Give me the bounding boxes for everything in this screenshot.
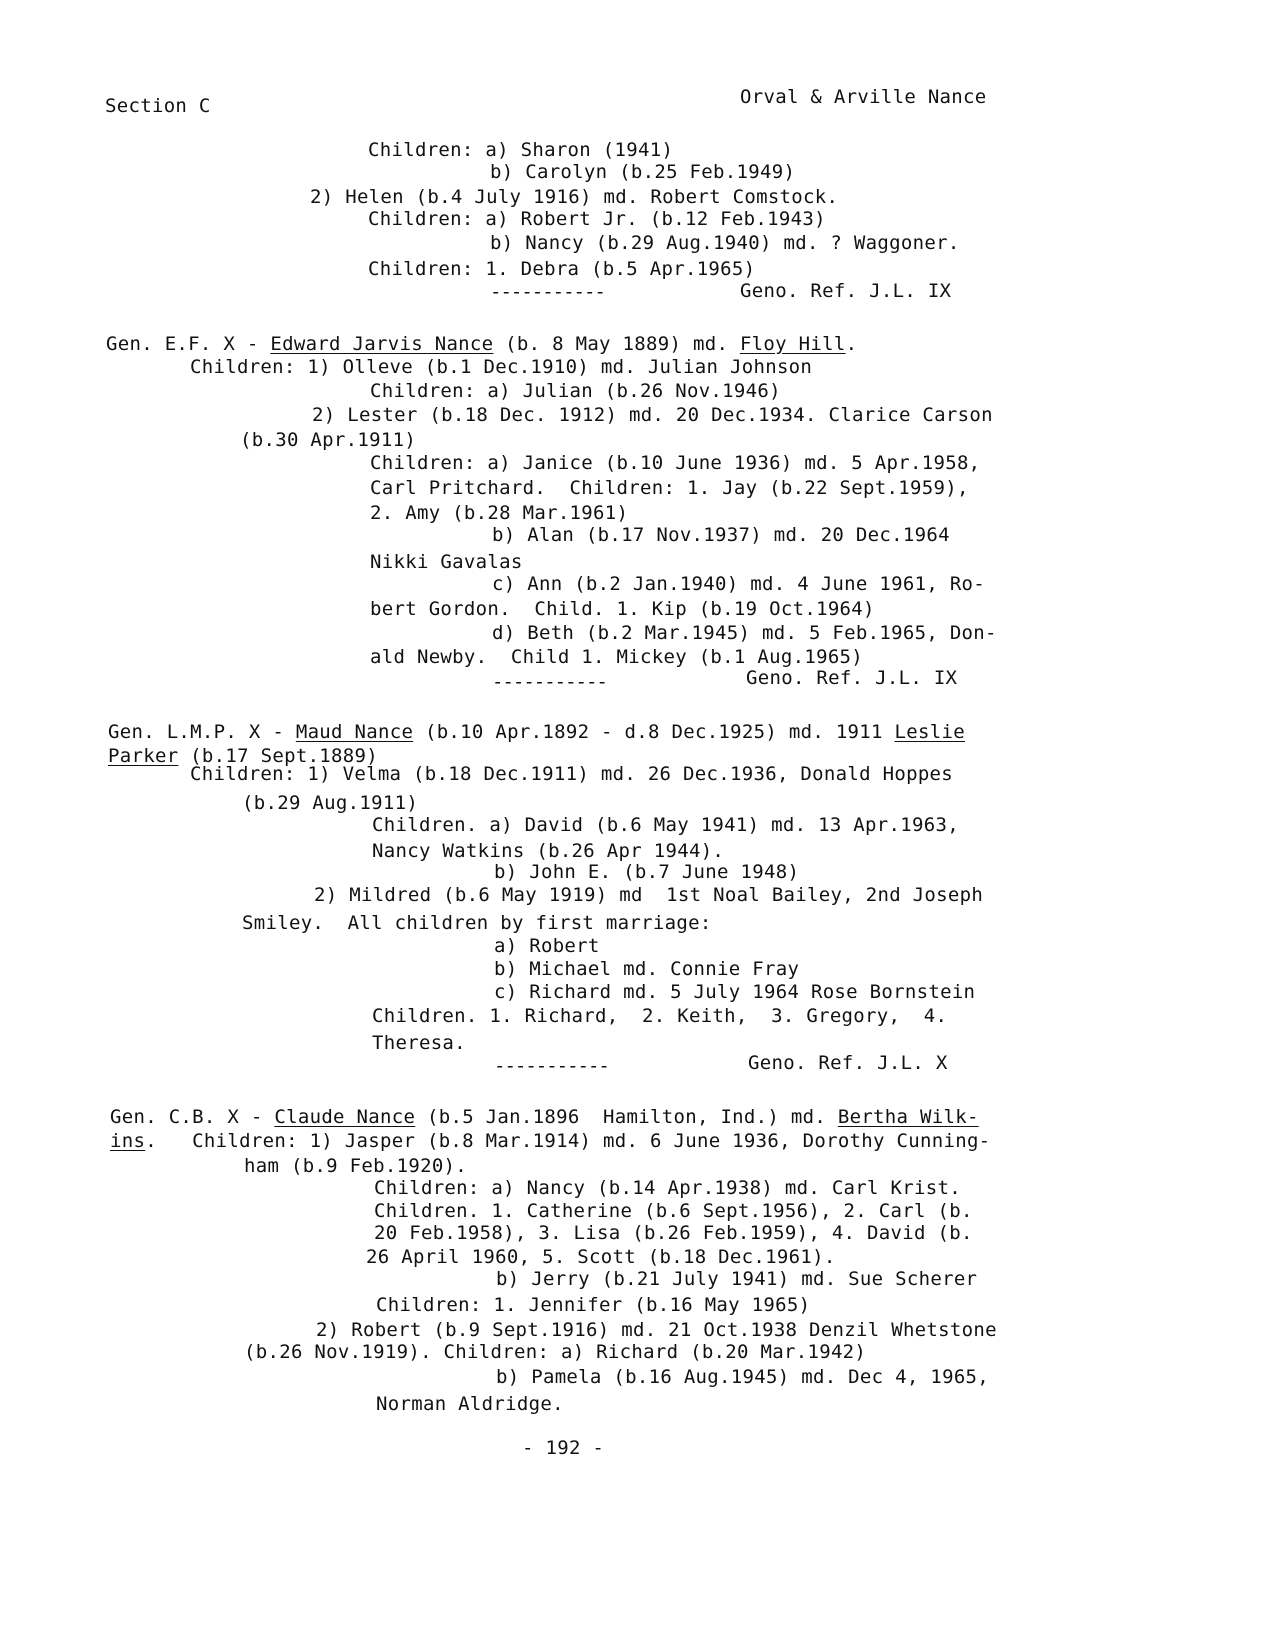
text-line: a) Robert	[494, 935, 600, 957]
person-name: Maud Nance	[295, 721, 414, 743]
entry-heading-line	[110, 1106, 979, 1128]
text-line: (b.29 Aug.1911)	[242, 792, 419, 814]
entry-heading-line	[108, 721, 965, 743]
text-line: b) Michael md. Connie Fray	[494, 958, 800, 980]
spouse-name-continued: Parker	[108, 745, 179, 767]
separator: -----------	[494, 1055, 609, 1077]
text-line: 2) Helen (b.4 July 1916) md. Robert Comstock.	[310, 186, 839, 208]
text-line: 2) Robert (b.9 Sept.1916) md. 21 Oct.1938 Denzil Whetstone	[316, 1319, 997, 1341]
text-line: 26 April 1960, 5. Scott (b.18 Dec.1961).	[366, 1246, 836, 1268]
text-line: b) Jerry (b.21 July 1941) md. Sue Scherer	[496, 1268, 978, 1290]
text-line: Smiley. All children by first marriage:	[242, 912, 712, 934]
text-line: Nancy Watkins (b.26 Apr 1944).	[372, 840, 725, 862]
spouse-name-continued: ins	[110, 1130, 146, 1152]
text-line: Children: a) Nancy (b.14 Apr.1938) md. Carl Krist.	[374, 1177, 961, 1199]
text-line: Children: a) Robert Jr. (b.12 Feb.1943)	[368, 208, 826, 230]
text-line: Children: 1) Velma (b.18 Dec.1911) md. 26 Dec.1936, Donald Hoppes	[190, 763, 954, 785]
text-line: d) Beth (b.2 Mar.1945) md. 5 Feb.1965, Don-	[492, 622, 997, 644]
page-number: - 192 -	[522, 1437, 605, 1459]
text-line: ald Newby. Child 1. Mickey (b.1 Aug.1965)	[370, 646, 864, 668]
text-line: 2) Mildred (b.6 May 1919) md 1st Noal Bailey, 2nd Joseph	[314, 884, 984, 906]
text-line: 2) Lester (b.18 Dec. 1912) md. 20 Dec.1934. Clarice Carson	[312, 404, 993, 426]
text-line: Children: a) Sharon (1941)	[368, 139, 674, 161]
entry-heading-line	[106, 333, 857, 355]
text-line: Children. 1. Catherine (b.6 Sept.1956), 2. Carl (b.	[374, 1200, 973, 1222]
text-fragment: . Children: 1) Jasper (b.8 Mar.1914) md. 6 June 1936, Dorothy Cunning-	[145, 1130, 991, 1152]
family-heading: Orval & Arville Nance	[740, 86, 987, 108]
text-line: c) Ann (b.2 Jan.1940) md. 4 June 1961, Ro-	[492, 573, 986, 595]
text-line: b) Pamela (b.16 Aug.1945) md. Dec 4, 1965,	[496, 1366, 990, 1388]
person-name: Edward Jarvis Nance	[270, 333, 494, 355]
text-line: b) Carolyn (b.25 Feb.1949)	[490, 161, 796, 183]
text-line: 2. Amy (b.28 Mar.1961)	[370, 502, 629, 524]
text-line: Children: 1. Debra (b.5 Apr.1965)	[368, 258, 756, 280]
text-line: b) Alan (b.17 Nov.1937) md. 20 Dec.1964	[492, 524, 950, 546]
text-line	[110, 1130, 990, 1152]
generation-code: Gen. E.F. X -	[106, 333, 271, 355]
separator: -----------	[492, 671, 607, 693]
text-fragment: (b.5 Jan.1896 Hamilton, Ind.) md.	[415, 1106, 838, 1128]
text-line: Children. a) David (b.6 May 1941) md. 13 Apr.1963,	[372, 814, 959, 836]
genealogy-reference: Geno. Ref. J.L. X	[748, 1052, 948, 1074]
generation-code: Gen. L.M.P. X -	[108, 721, 296, 743]
separator: -----------	[490, 281, 605, 303]
spouse-name: Floy Hill	[739, 333, 846, 355]
text-line: Children: a) Julian (b.26 Nov.1946)	[370, 380, 781, 402]
text-line: b) Nancy (b.29 Aug.1940) md. ? Waggoner.	[490, 232, 960, 254]
text-line: 20 Feb.1958), 3. Lisa (b.26 Feb.1959), 4. David (b.	[374, 1222, 973, 1244]
text-line: Nikki Gavalas	[370, 551, 523, 573]
genealogy-reference: Geno. Ref. J.L. IX	[746, 667, 958, 689]
text-line: ham (b.9 Feb.1920).	[244, 1155, 468, 1177]
text-line: Children. 1. Richard, 2. Keith, 3. Gregory, 4.	[372, 1005, 948, 1027]
text-line: Theresa.	[372, 1032, 466, 1054]
text-line: Children: a) Janice (b.10 June 1936) md. 5 Apr.1958,	[370, 452, 981, 474]
text-line: Norman Aldridge.	[376, 1393, 564, 1415]
text-fragment: (b.10 Apr.1892 - d.8 Dec.1925) md. 1911	[413, 721, 895, 743]
text-line: c) Richard md. 5 July 1964 Rose Bornstein	[494, 981, 976, 1003]
person-name: Claude Nance	[274, 1106, 416, 1128]
text-line: (b.30 Apr.1911)	[240, 429, 417, 451]
text-line: (b.26 Nov.1919). Children: a) Richard (b.20 Mar.1942)	[244, 1341, 867, 1363]
text-line: Children: 1. Jennifer (b.16 May 1965)	[376, 1294, 811, 1316]
section-label: Section C	[105, 95, 211, 117]
text-fragment: (b.17 Sept.1889)	[178, 745, 378, 767]
text-line: Children: 1) Olleve (b.1 Dec.1910) md. Julian Johnson	[190, 356, 813, 378]
text-fragment: (b. 8 May 1889) md.	[493, 333, 740, 355]
spouse-name: Leslie	[894, 721, 965, 743]
text-fragment: .	[845, 333, 858, 355]
text-line: b) John E. (b.7 June 1948)	[494, 861, 800, 883]
genealogy-reference: Geno. Ref. J.L. IX	[740, 280, 952, 302]
generation-code: Gen. C.B. X -	[110, 1106, 275, 1128]
spouse-name: Bertha Wilk-	[837, 1106, 979, 1128]
text-line: Carl Pritchard. Children: 1. Jay (b.22 Sept.1959),	[370, 477, 969, 499]
text-line: bert Gordon. Child. 1. Kip (b.19 Oct.1964)	[370, 598, 875, 620]
